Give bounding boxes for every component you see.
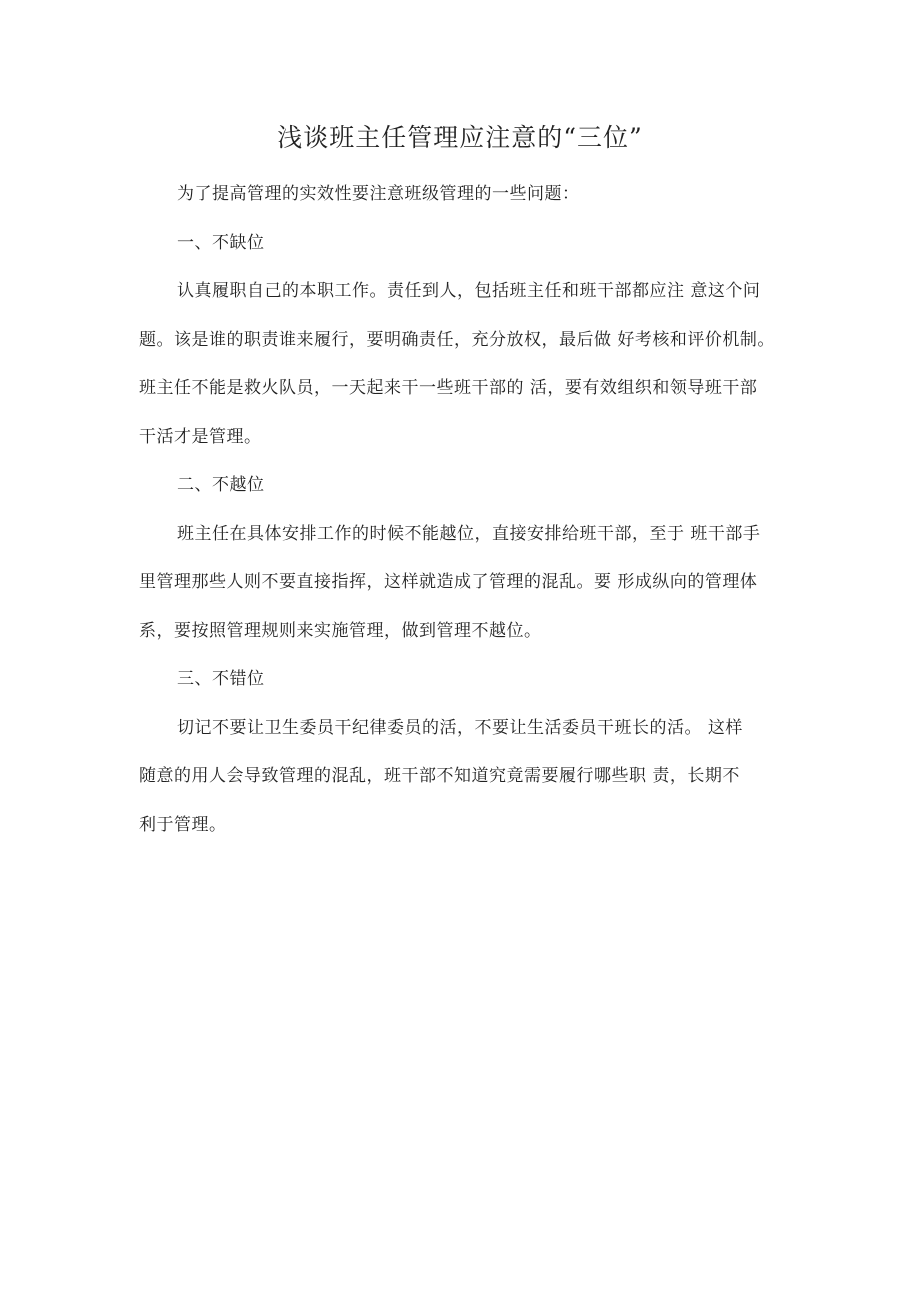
- section-1-line-3: 班主任不能是救火队员，一天起来干一些班干部的 活，要有效组织和领导班干部: [139, 378, 758, 398]
- section-2-paragraph: [139, 510, 794, 656]
- section-1-line-2: 题。该是谁的职责谁来履行，要明确责任，充分放权，最后做 好考核和评价机制。: [139, 329, 775, 350]
- section-1-paragraph: [139, 267, 794, 461]
- section-3-heading: 三、不错位: [177, 669, 265, 689]
- section-1-line-1: 认真履职自己的本职工作。责任到人，包括班主任和班干部都应注 意这个问: [177, 281, 761, 301]
- section-1-heading: 一、不缺位: [177, 232, 265, 253]
- section-3-paragraph: [139, 704, 794, 850]
- document-title: 浅谈班主任管理应注意的“三位”: [277, 123, 643, 152]
- section-2-line-3: 系，要按照管理规则来实施管理，做到管理不越位。: [139, 620, 542, 641]
- section-3-line-3: 利于管理。: [139, 814, 227, 835]
- section-3-line-1: 切记不要让卫生委员干纪律委员的活，不要让生活委员干班长的活。 这样: [177, 717, 743, 738]
- section-2-line-1: 班主任在具体安排工作的时候不能越位，直接安排给班干部，至于 班干部手: [177, 523, 761, 544]
- intro-paragraph: 为了提高管理的实效性要注意班级管理的一些问题：: [177, 184, 580, 204]
- section-2-line-2: 里管理那些人则不要直接指挥，这样就造成了管理的混乱。要 形成纵向的管理体: [139, 572, 758, 592]
- section-2-heading: 二、不越位: [177, 475, 265, 495]
- section-3-line-2: 随意的用人会导致管理的混乱，班干部不知道究竟需要履行哪些职 责，长期不: [139, 766, 740, 786]
- section-1-line-4: 干活才是管理。: [139, 426, 262, 447]
- document-body: [139, 170, 794, 849]
